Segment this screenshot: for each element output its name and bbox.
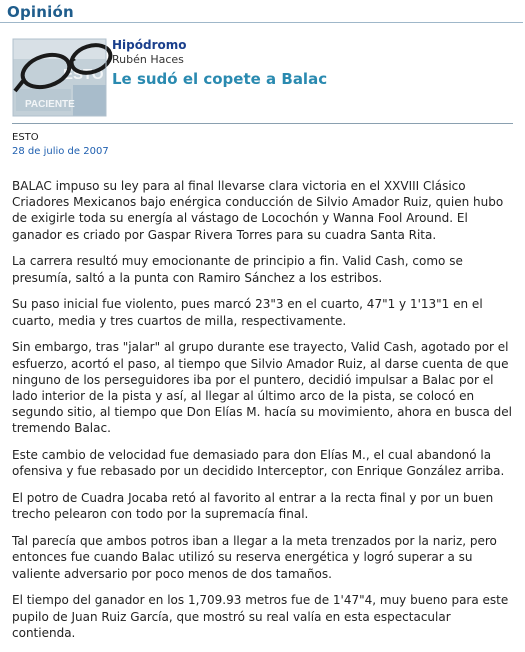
article-date: 28 de julio de 2007 [12,146,109,157]
thumbnail-text-paciente: PACIENTE [25,99,75,110]
article-paragraph: Este cambio de velocidad fue demasiado para don Elías M., el cual abandonó la ofensiva y fue rebasado por un decidido Interceptor, con Enrique González arriba. [12,448,505,479]
article-source: ESTO [12,132,39,143]
article-paragraph: Su paso inicial fue violento, pues marcó 23"3 en el cuarto, 47"1 y 1'13"1 en el cuarto, media y tres cuartos de milla, respectivamente. [12,297,483,328]
article-headline[interactable]: Le sudó el copete a Balac [112,70,328,88]
article-paragraph: Sin embargo, tras "jalar" al grupo durante ese trayecto, Valid Cash, agotado por el esfuerzo, acortó el paso, al tiempo que Silvio Amador Ruiz, al darse cuenta de que ninguno de los perseguidores iba por el puntero, decidió impulsar a Balac por el lado interior de la pista y así, al llegar al último arco de la pista, se colocó en segundo sitio, al tiempo que Don Elías M. hacía su movimiento, ahora en busca del tremendo Balac. [12,340,512,436]
article-paragraph: BALAC impuso su ley para al final llevarse clara victoria en el XXVIII Clásico Criadores Mexicanos bajo enérgica conducción de Silvio Amador Ruiz, quien hubo de exigirle toda su energía al vástago de Locochón y Wanna Fool Around. El ganador es criado por Gaspar Rivera Torres para su cuadra Santa Rita. [12,179,504,242]
article-paragraph: Tal parecía que ambos potros iban a llegar a la meta trenzados por la nariz, pero entonces fue cuando Balac utilizó su reserva energética y logró superar a su valiente adversario por poco menos de dos tamaños. [12,534,497,581]
article-paragraph: El potro de Cuadra Jocaba retó al favorito al entrar a la recta final y por un buen trecho pelearon con todo por la supremacía final. [12,491,494,522]
section-title: Opinión [7,3,74,21]
thumbnail-text-esto: ESTO [63,66,104,83]
article-paragraph: La carrera resultó muy emocionante de principio a fin. Valid Cash, como se presumía, saltó a la punta con Ramiro Sánchez a los estribos. [12,254,463,285]
header-divider [12,123,513,124]
article-body [12,178,517,652]
article-paragraph: El tiempo del ganador en los 1,709.93 metros fue de 1'47"4, muy bueno para este pupilo de Juan Ruiz García, que mostró su real valía en esta espectacular contienda. [12,593,509,640]
glasses-photo [13,39,106,116]
article-kicker[interactable]: Hipódromo [112,38,187,52]
section-header [0,0,523,23]
article-author: Rubén Haces [112,53,184,66]
column-thumbnail-image [13,39,106,116]
